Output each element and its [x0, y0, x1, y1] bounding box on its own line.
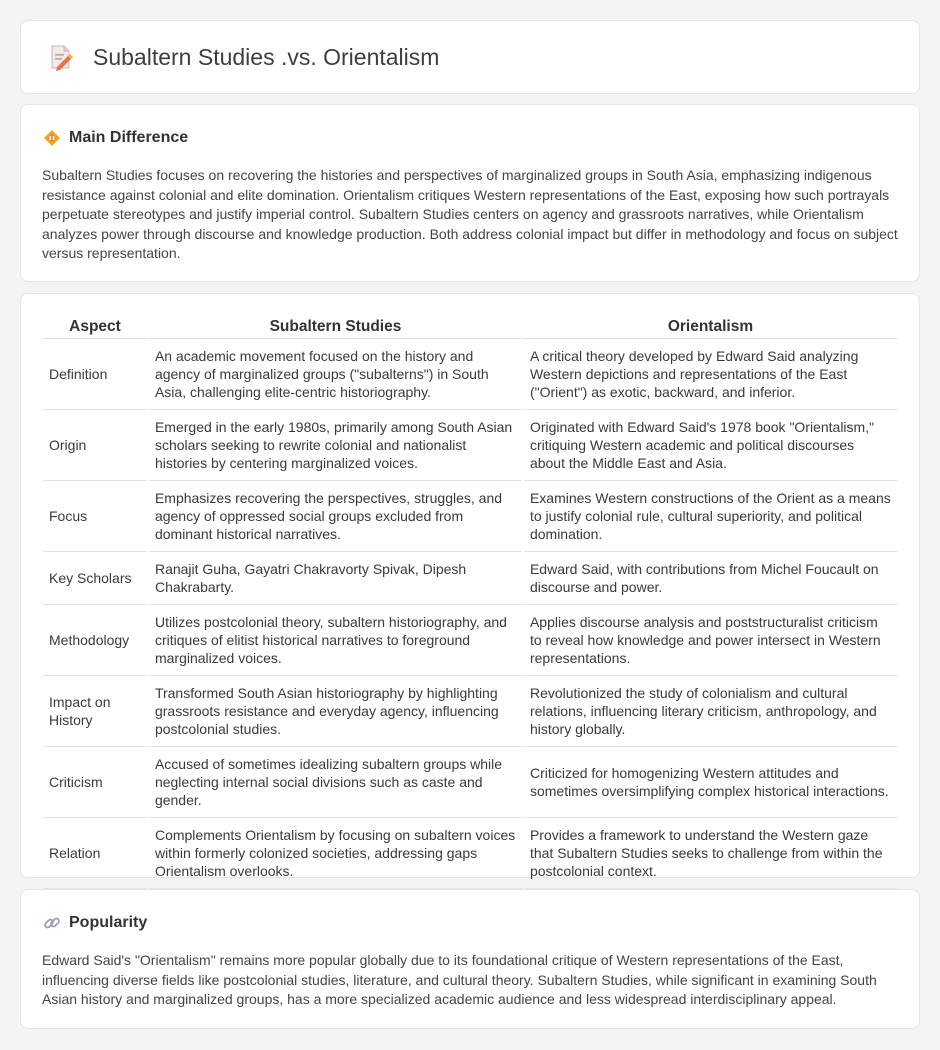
orientalism-cell: Criticized for homogenizing Western attitudes and sometimes oversimplifying complex historical interactions. [524, 747, 897, 818]
table-row [43, 818, 897, 889]
main-difference-text: Subaltern Studies focuses on recovering the histories and perspectives of marginalized groups in South Asia, emphasizing indigenous resistance against colonial and elite domination. Orientalism critiques Western representations of the East, exposing how such portrayals perpetuate stereotypes and justify imperial control. Subaltern Studies centers on agency and grassroots narratives, while Orientalism analyzes power through discourse and knowledge production. Both address colonial impact but differ in methodology and focus on subject versus representation. [42, 167, 898, 261]
subaltern-cell: Emphasizes recovering the perspectives, struggles, and agency of oppressed social groups excluded from dominant historical narratives. [149, 481, 522, 552]
column-header-orientalism: Orientalism [524, 315, 897, 339]
table-row [43, 747, 897, 818]
table-header-row [43, 315, 897, 339]
aspect-cell: Key Scholars [43, 552, 147, 605]
aspect-cell: Origin [43, 410, 147, 481]
table-row [43, 676, 897, 747]
subaltern-cell: Emerged in the early 1980s, primarily among South Asian scholars seeking to rewrite colonial and nationalist histories by centering marginalized voices. [149, 410, 522, 481]
subaltern-cell: Utilizes postcolonial theory, subaltern historiography, and critiques of elitist historical narratives to foreground marginalized voices. [149, 605, 522, 676]
diamond-warning-icon [43, 129, 61, 147]
table-row [43, 605, 897, 676]
subaltern-cell: Accused of sometimes idealizing subaltern groups while neglecting internal social divisions such as caste and gender. [149, 747, 522, 818]
document-pencil-icon [45, 42, 75, 72]
title-card [20, 20, 920, 94]
orientalism-cell: Originated with Edward Said's 1978 book "Orientalism," critiquing Western academic and political discourses about the Middle East and Asia. [524, 410, 897, 481]
orientalism-cell: Edward Said, with contributions from Michel Foucault on discourse and power. [524, 552, 897, 605]
aspect-cell: Relation [43, 818, 147, 889]
aspect-cell: Definition [43, 339, 147, 410]
table-row [43, 410, 897, 481]
popularity-section [20, 889, 920, 1029]
table-row [43, 552, 897, 605]
table-row [43, 339, 897, 410]
column-header-aspect: Aspect [43, 315, 147, 339]
column-header-subaltern: Subaltern Studies [149, 315, 522, 339]
orientalism-cell: Examines Western constructions of the Orient as a means to justify colonial rule, cultural superiority, and political domination. [524, 481, 897, 552]
orientalism-cell: Revolutionized the study of colonialism and cultural relations, influencing literary criticism, anthropology, and history globally. [524, 676, 897, 747]
subaltern-cell: Complements Orientalism by focusing on subaltern voices within formerly colonized societies, addressing gaps Orientalism overlooks. [149, 818, 522, 889]
subaltern-cell: Ranajit Guha, Gayatri Chakravorty Spivak, Dipesh Chakrabarty. [149, 552, 522, 605]
aspect-cell: Impact on History [43, 676, 147, 747]
orientalism-cell: A critical theory developed by Edward Said analyzing Western depictions and representations of the East ("Orient") as exotic, backward, and inferior. [524, 339, 897, 410]
aspect-cell: Criticism [43, 747, 147, 818]
main-difference-heading: Main Difference [69, 129, 189, 146]
aspect-cell: Focus [43, 481, 147, 552]
aspect-cell: Methodology [43, 605, 147, 676]
orientalism-cell: Provides a framework to understand the Western gaze that Subaltern Studies seeks to challenge from within the postcolonial context. [524, 818, 897, 889]
link-icon [43, 914, 61, 932]
subaltern-cell: Transformed South Asian historiography by highlighting grassroots resistance and everyday agency, influencing postcolonial studies. [149, 676, 522, 747]
main-difference-section [20, 104, 920, 282]
page-title: Subaltern Studies .vs. Orientalism [93, 43, 440, 70]
comparison-table [41, 315, 899, 889]
comparison-section [20, 293, 920, 878]
popularity-text: Edward Said's "Orientalism" remains more popular globally due to its foundational critique of Western representations of the East, influencing diverse fields like postcolonial studies, literature, and cultural theory. Subaltern Studies, while significant in examining South Asian history and marginalized groups, has a more specialized academic audience and less widespread interdisciplinary appeal. [42, 952, 877, 1007]
popularity-heading: Popularity [69, 914, 148, 931]
subaltern-cell: An academic movement focused on the history and agency of marginalized groups ("subalterns") in South Asia, challenging elite-centric historiography. [149, 339, 522, 410]
table-row [43, 481, 897, 552]
orientalism-cell: Applies discourse analysis and poststructuralist criticism to reveal how knowledge and power intersect in Western representations. [524, 605, 897, 676]
